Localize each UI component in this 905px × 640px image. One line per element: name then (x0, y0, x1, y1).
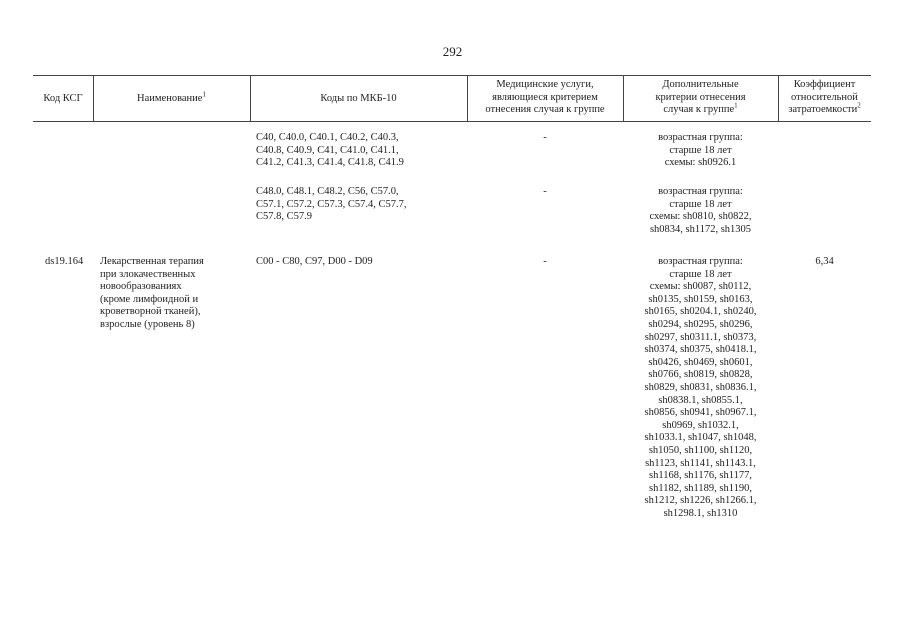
row2-mkb-codes: C48.0, C48.1, C48.2, C56, C57.0, C57.1, C57.2, C57.3, C57.4, C57.7, C57.8, C57.9 (256, 186, 407, 223)
row3-mkb-codes: C00 - C80, C97, D00 - D09 (256, 256, 373, 267)
page-number: 292 (442, 44, 463, 59)
row2-services: - (543, 186, 547, 197)
row2-criteria: возрастная группа: старше 18 лет схемы: sh0810, sh0822, sh0834, sh1172, sh1305 (649, 186, 752, 235)
row1-criteria: возрастная группа: старше 18 лет схемы: sh0926.1 (658, 132, 743, 169)
header-medical-services: Медицинские услуги, являющиеся критерием отнесения случая к группе (485, 79, 605, 116)
header-coefficient: Коэффициент относительной затратоемкости$^2$ (788, 79, 861, 116)
row1-mkb-codes: C40, C40.0, C40.1, C40.2, C40.3, C40.8, C40.9, C41, C41.0, C41.1, C41.2, C41.3, C41.4, C41.8, C41.9 (256, 132, 404, 169)
header-name: Наименование$^1$ (137, 90, 206, 104)
row3-ksg-code: ds19.164 (45, 256, 84, 267)
row3-services: - (543, 256, 547, 267)
header-code: Код КСГ (43, 93, 83, 104)
row3-criteria: возрастная группа: старше 18 лет схемы: sh0087, sh0112, sh0135, sh0159, sh0163, sh0165, sh0204.1, sh0240, sh0294, sh0295, sh0296, sh0297, sh0311.1, sh0373, sh0374, sh0375, sh0418.1, sh0426, sh0469, sh0601, sh0766, sh0819, sh0828, sh0829, sh0831, sh0836.1, sh0838.1, sh0855.1, sh0856, sh0941, sh0967.1, sh0969, sh1032.1, sh1033.1, sh1047, sh1048, sh1050, sh1100, sh1120, sh1123, sh1141, sh1143.1, sh1168, sh1176, sh1177, sh1182, sh1189, sh1190, sh1212, sh1226, sh1266.1, sh1298.1, sh1310 (644, 256, 757, 519)
row3-name: Лекарственная терапия при злокачественных новообразованиях (кроме лимфоидной и кроветворной тканей), взрослые (уровень 8) (100, 256, 204, 330)
header-mkb-codes: Коды по МКБ-10 (320, 93, 397, 104)
table-header-rule (33, 121, 871, 122)
row3-coefficient: 6,34 (815, 256, 834, 267)
header-additional-criteria: Дополнительные критерии отнесения случая к группе$^1$ (655, 79, 746, 116)
row1-services: - (543, 132, 547, 143)
table-top-rule (33, 75, 871, 76)
